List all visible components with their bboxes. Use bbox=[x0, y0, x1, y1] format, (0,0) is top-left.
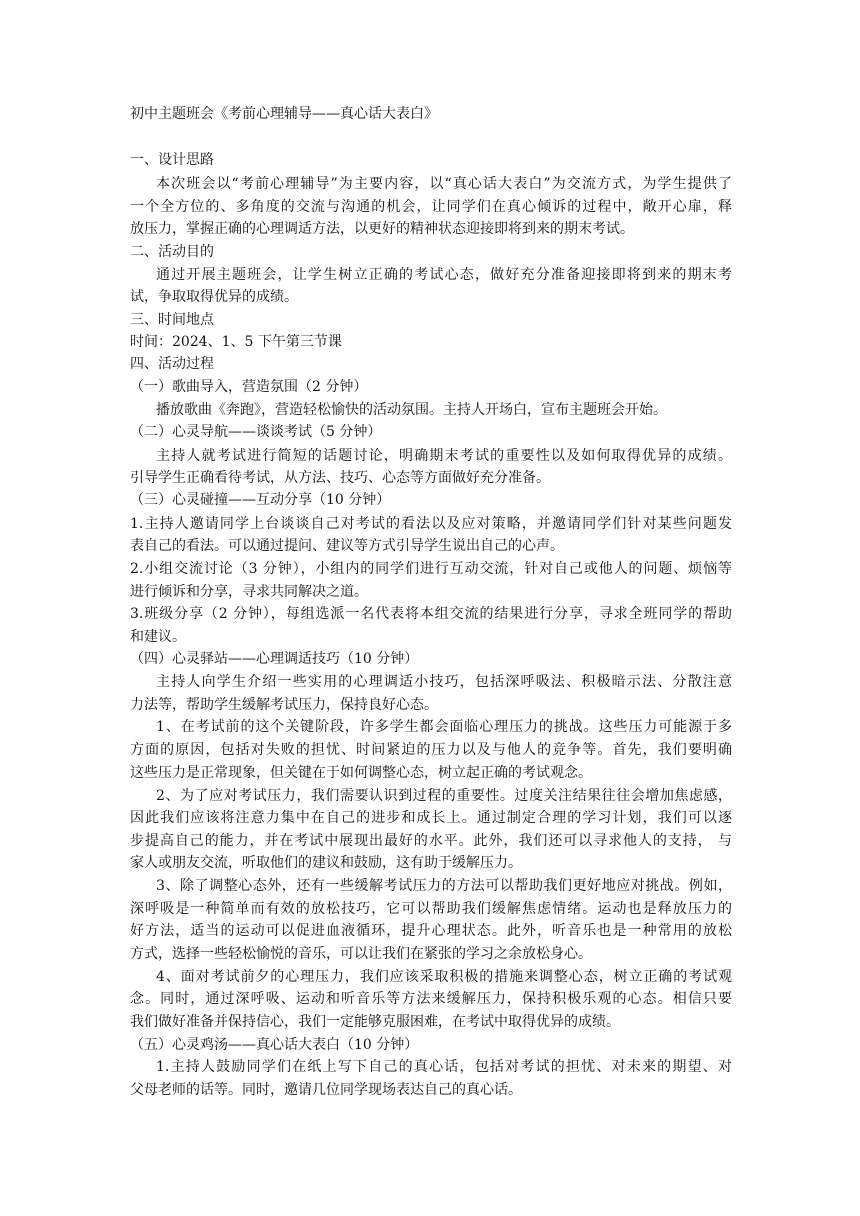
paragraph-line: 这些压力是正常现象，但关键在于如何调整心态，树立起正确的考试观念。 bbox=[130, 765, 592, 781]
paragraph-line: 和建议。 bbox=[130, 629, 186, 645]
subsection-heading-song: （一）歌曲导入，营造氛围（2 分钟） bbox=[130, 379, 368, 395]
subsection-heading-navigation: （二）心灵导航——谈谈考试（5 分钟） bbox=[130, 424, 382, 440]
paragraph-line: 1.主持人邀请同学上台谈谈自己对考试的看法以及应对策略，并邀请同学们针对某些问题发 bbox=[130, 516, 732, 532]
paragraph-line: 3.班级分享（2 分钟），每组选派一名代表将本组交流的结果进行分享，寻求全班同学的帮助 bbox=[130, 606, 732, 622]
paragraph-line: 家人或朋友交流，听取他们的建议和鼓励，这有助于缓解压力。 bbox=[130, 855, 522, 871]
paragraph-line: 引导学生正确看待考试，从方法、技巧、心态等方面做好充分准备。 bbox=[130, 470, 550, 486]
paragraph-line: 步提高自己的能力，并在考试中展现出最好的水平。此外，我们还可以寻求他人的支持， 与 bbox=[130, 833, 732, 849]
paragraph-line: 一个全方位的、多角度的交流与沟通的机会，让同学们在真心倾诉的过程中，敞开心扉，释 bbox=[130, 199, 732, 215]
subsection-heading-truth: （五）心灵鸡汤——真心话大表白（10 分钟） bbox=[130, 1037, 419, 1053]
paragraph-line: 进行倾诉和分享，寻求共同解决之道。 bbox=[130, 584, 368, 600]
document-title: 初中主题班会《考前心理辅导——真心话大表白》 bbox=[130, 106, 438, 122]
paragraph-line: 3、除了调整心态外，还有一些缓解考试压力的方法可以帮助我们更好地应对挑战。例如， bbox=[156, 878, 732, 894]
section-heading-purpose: 二、活动目的 bbox=[130, 244, 214, 260]
paragraph-line: 好方法，适当的运动可以促进血液循环，提升心理状态。此外，听音乐也是一种常用的放松 bbox=[130, 923, 732, 939]
paragraph-line: 本次班会以“考前心理辅导”为主要内容，以“真心话大表白”为交流方式，为学生提供了 bbox=[156, 176, 732, 192]
paragraph-line: 放压力，掌握正确的心理调适方法，以更好的精神状态迎接即将到来的期末考试。 bbox=[130, 221, 634, 237]
paragraph-line: 主持人就考试进行简短的话题讨论，明确期末考试的重要性以及如何取得优异的成绩。 bbox=[156, 448, 732, 464]
paragraph-line: 1.主持人鼓励同学们在纸上写下自己的真心话，包括对考试的担忧、对未来的期望、对 bbox=[156, 1059, 732, 1075]
paragraph-line: 因此我们应该将注意力集中在自己的进步和成长上。通过制定合理的学习计划，我们可以逐 bbox=[130, 810, 732, 826]
paragraph-line: 2.小组交流讨论（3 分钟），小组内的同学们进行互动交流，针对自己或他人的问题、烦恼等 bbox=[130, 561, 732, 577]
paragraph-line: 念。同时，通过深呼吸、运动和听音乐等方法来缓解压力，保持积极乐观的心态。相信只要 bbox=[130, 991, 732, 1007]
subsection-heading-interaction: （三）心灵碰撞——互动分享（10 分钟） bbox=[130, 492, 391, 508]
paragraph-line: 方面的原因，包括对失败的担忧、时间紧迫的压力以及与他人的竞争等。首先，我们要明确 bbox=[130, 742, 732, 758]
paragraph-line: 我们做好准备并保持信心，我们一定能够克服困难，在考试中取得优异的成绩。 bbox=[130, 1014, 620, 1030]
time-line: 时间：2024、1、5 下午第三节课 bbox=[130, 334, 342, 350]
subsection-heading-techniques: （四）心灵驿站——心理调适技巧（10 分钟） bbox=[130, 651, 419, 667]
paragraph-line: 父母老师的话等。同时，邀请几位同学现场表达自己的真心话。 bbox=[130, 1082, 522, 1098]
paragraph-line: 力法等，帮助学生缓解考试压力，保持良好心态。 bbox=[130, 697, 438, 713]
paragraph-line: 表自己的看法。可以通过提问、建议等方式引导学生说出自己的心声。 bbox=[130, 538, 564, 554]
paragraph-line: 通过开展主题班会，让学生树立正确的考试心态，做好充分准备迎接即将到来的期末考 bbox=[156, 267, 732, 283]
paragraph-line: 播放歌曲《奔跑》，营造轻松愉快的活动氛围。主持人开场白，宣布主题班会开始。 bbox=[156, 402, 667, 418]
paragraph-line: 主持人向学生介绍一些实用的心理调适小技巧，包括深呼吸法、积极暗示法、分散注意 bbox=[156, 674, 732, 690]
section-heading-design: 一、设计思路 bbox=[130, 152, 214, 168]
paragraph-line: 试，争取取得优异的成绩。 bbox=[130, 289, 298, 305]
paragraph-line: 4、面对考试前夕的心理压力，我们应该采取积极的措施来调整心态，树立正确的考试观 bbox=[156, 969, 732, 985]
section-heading-process: 四、活动过程 bbox=[130, 356, 214, 372]
section-heading-time-place: 三、时间地点 bbox=[130, 312, 214, 328]
paragraph-line: 1、在考试前的这个关键阶段，许多学生都会面临心理压力的挑战。这些压力可能源于多 bbox=[156, 719, 732, 735]
paragraph-line: 方式，选择一些轻松愉悦的音乐，可以让我们在紧张的学习之余放松身心。 bbox=[130, 946, 592, 962]
paragraph-line: 2、为了应对考试压力，我们需要认识到过程的重要性。过度关注结果往往会增加焦虑感， bbox=[156, 788, 732, 804]
paragraph-line: 深呼吸是一种简单而有效的放松技巧，它可以帮助我们缓解焦虑情绪。运动也是释放压力的 bbox=[130, 901, 732, 917]
